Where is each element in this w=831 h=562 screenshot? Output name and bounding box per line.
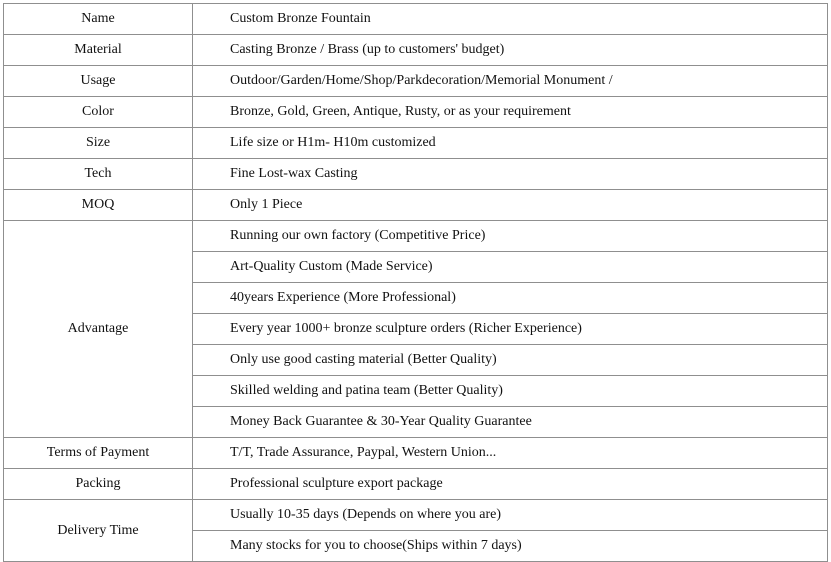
row-value-usage: Outdoor/Garden/Home/Shop/Parkdecoration/Memorial Monument / (193, 66, 828, 97)
table-row (4, 438, 828, 469)
row-value-terms-of-payment: T/T, Trade Assurance, Paypal, Western Union... (193, 438, 828, 469)
row-value-name: Custom Bronze Fountain (193, 4, 828, 35)
row-value-advantage: Money Back Guarantee & 30-Year Quality Guarantee (193, 407, 828, 438)
row-value-material: Casting Bronze / Brass (up to customers' budget) (193, 35, 828, 66)
row-value-moq: Only 1 Piece (193, 190, 828, 221)
row-value-advantage: Every year 1000+ bronze sculpture orders (Richer Experience) (193, 314, 828, 345)
table-row (4, 35, 828, 66)
table-row (4, 469, 828, 500)
row-label-advantage: Advantage (4, 221, 193, 438)
row-value-advantage: Skilled welding and patina team (Better Quality) (193, 376, 828, 407)
row-value-advantage: Running our own factory (Competitive Price) (193, 221, 828, 252)
row-label-terms-of-payment: Terms of Payment (4, 438, 193, 469)
row-label-tech: Tech (4, 159, 193, 190)
row-label-color: Color (4, 97, 193, 128)
table-row (4, 66, 828, 97)
row-value-advantage: 40years Experience (More Professional) (193, 283, 828, 314)
row-value-packing: Professional sculpture export package (193, 469, 828, 500)
row-label-usage: Usage (4, 66, 193, 97)
row-label-delivery-time: Delivery Time (4, 500, 193, 562)
row-label-size: Size (4, 128, 193, 159)
table-row (4, 190, 828, 221)
row-value-delivery-time: Usually 10-35 days (Depends on where you are) (193, 500, 828, 531)
product-spec-table (3, 3, 828, 562)
table-row (4, 500, 828, 531)
table-row (4, 159, 828, 190)
row-label-name: Name (4, 4, 193, 35)
row-value-size: Life size or H1m- H10m customized (193, 128, 828, 159)
row-label-moq: MOQ (4, 190, 193, 221)
table-row (4, 97, 828, 128)
row-label-material: Material (4, 35, 193, 66)
table-row (4, 221, 828, 252)
table-row (4, 128, 828, 159)
row-value-advantage: Art-Quality Custom (Made Service) (193, 252, 828, 283)
row-value-color: Bronze, Gold, Green, Antique, Rusty, or as your requirement (193, 97, 828, 128)
row-value-tech: Fine Lost-wax Casting (193, 159, 828, 190)
row-value-delivery-time: Many stocks for you to choose(Ships within 7 days) (193, 531, 828, 562)
row-value-advantage: Only use good casting material (Better Quality) (193, 345, 828, 376)
table-row (4, 4, 828, 35)
row-label-packing: Packing (4, 469, 193, 500)
